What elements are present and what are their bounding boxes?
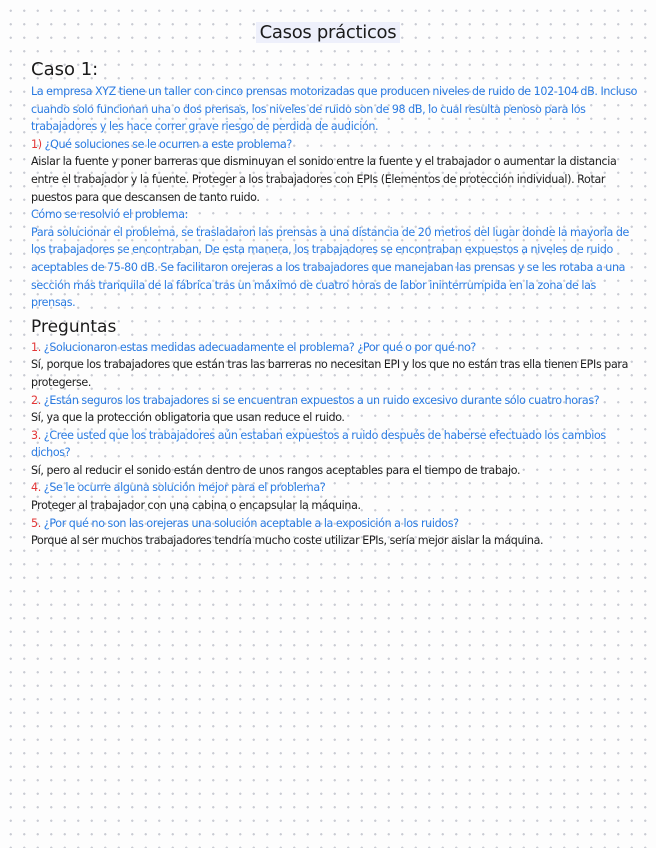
case-question-1-text: ¿Qué soluciones se le ocurren a este problema? bbox=[44, 137, 292, 151]
answer-text: Sí, pero al reducir el sonido están dentro de unos rangos aceptables para el tiempo de trabajo. bbox=[31, 463, 521, 477]
question-body: ¿Se le ocurre alguna solución mejor para el problema? bbox=[43, 481, 326, 495]
case-heading: Caso 1: bbox=[31, 59, 99, 80]
answer-text: Sí, ya que la protección obligatoria que usan reduce el ruido. bbox=[31, 411, 345, 425]
question-text bbox=[31, 339, 643, 357]
content bbox=[31, 58, 643, 550]
question-body: ¿Están seguros los trabajadores si se encuentran expuestos a un ruido excesivo durante sólo cuatro horas? bbox=[43, 393, 600, 407]
question-number: 4. bbox=[31, 481, 41, 495]
question-item bbox=[31, 479, 643, 514]
case-intro: La empresa XYZ tiene un taller con cinco prensas motorizadas que producen niveles de ruido de 102-104 dB. Incluso cuando solo funcionan una o dos prensas, los niveles de ruido son de 98 dB, lo cual resulta penoso para los trabajadores y les hace correr grave riesgo de perdida de audición. bbox=[31, 85, 638, 134]
question-item bbox=[31, 339, 643, 392]
resolution-text: Para solucionar el problema, se trasladaron las prensas a una distancia de 20 metros del lugar donde la mayoría de los trabajadores se encontraban. De esta manera, los trabajadores se encontraban expuestos a niveles de ruido aceptables de 75-80 dB. Se facilitaron orejeras a los trabajadores que manejaban las prensas y se les rotaba a una sección más tranquila de la fábrica tras un máximo de cuatro horas de labor ininterrumpida en la zona de las prensas. bbox=[31, 225, 630, 310]
answer-text: Proteger al trabajador con una cabina o encapsular la máquina. bbox=[31, 499, 361, 513]
questions-heading: Preguntas bbox=[31, 316, 117, 337]
page-title bbox=[0, 22, 656, 43]
question-number: 2. bbox=[31, 393, 41, 407]
question-text bbox=[31, 479, 643, 497]
case-question-1-number: 1) bbox=[31, 137, 42, 151]
question-number: 1. bbox=[31, 340, 41, 354]
answer-text: Sí, porque los trabajadores que están tras las barreras no necesitan EPI y los que no están tras ella tienen EPIs para protegerse. bbox=[31, 358, 629, 389]
answer-text: Porque al ser muchos trabajadores tendría mucho coste utilizar EPIs, sería mejor aislar la máquina. bbox=[31, 534, 544, 548]
case-answer-1: Aislar la fuente y poner barreras que disminuyan el sonido entre la fuente y el trabajador o aumentar la distancia entre el trabajador y la fuente. Proteger a los trabajadores con EPIs (Elementos de protección individual). Rotar puestos para que descansen de tanto ruido. bbox=[31, 155, 617, 204]
question-text bbox=[31, 392, 643, 410]
question-body: ¿Por qué no son las orejeras una solución aceptable a la exposición a los ruidos? bbox=[43, 516, 459, 530]
question-text bbox=[31, 427, 643, 462]
question-body: ¿Cree usted que los trabajadores aún estaban expuestos a ruido después de haberse efectuado los cambios dichos? bbox=[31, 428, 606, 460]
question-item bbox=[31, 515, 643, 550]
page-title-text: Casos prácticos bbox=[256, 22, 401, 43]
question-item bbox=[31, 427, 643, 480]
case-question-1 bbox=[31, 136, 643, 154]
question-text bbox=[31, 515, 643, 533]
resolution-heading: Cómo se resolvió el problema: bbox=[31, 208, 189, 222]
question-item bbox=[31, 392, 643, 427]
question-body: ¿Solucionaron estas medidas adecuadamente el problema? ¿Por qué o por qué no? bbox=[43, 340, 476, 354]
question-number: 5. bbox=[31, 516, 41, 530]
question-number: 3. bbox=[31, 428, 41, 442]
